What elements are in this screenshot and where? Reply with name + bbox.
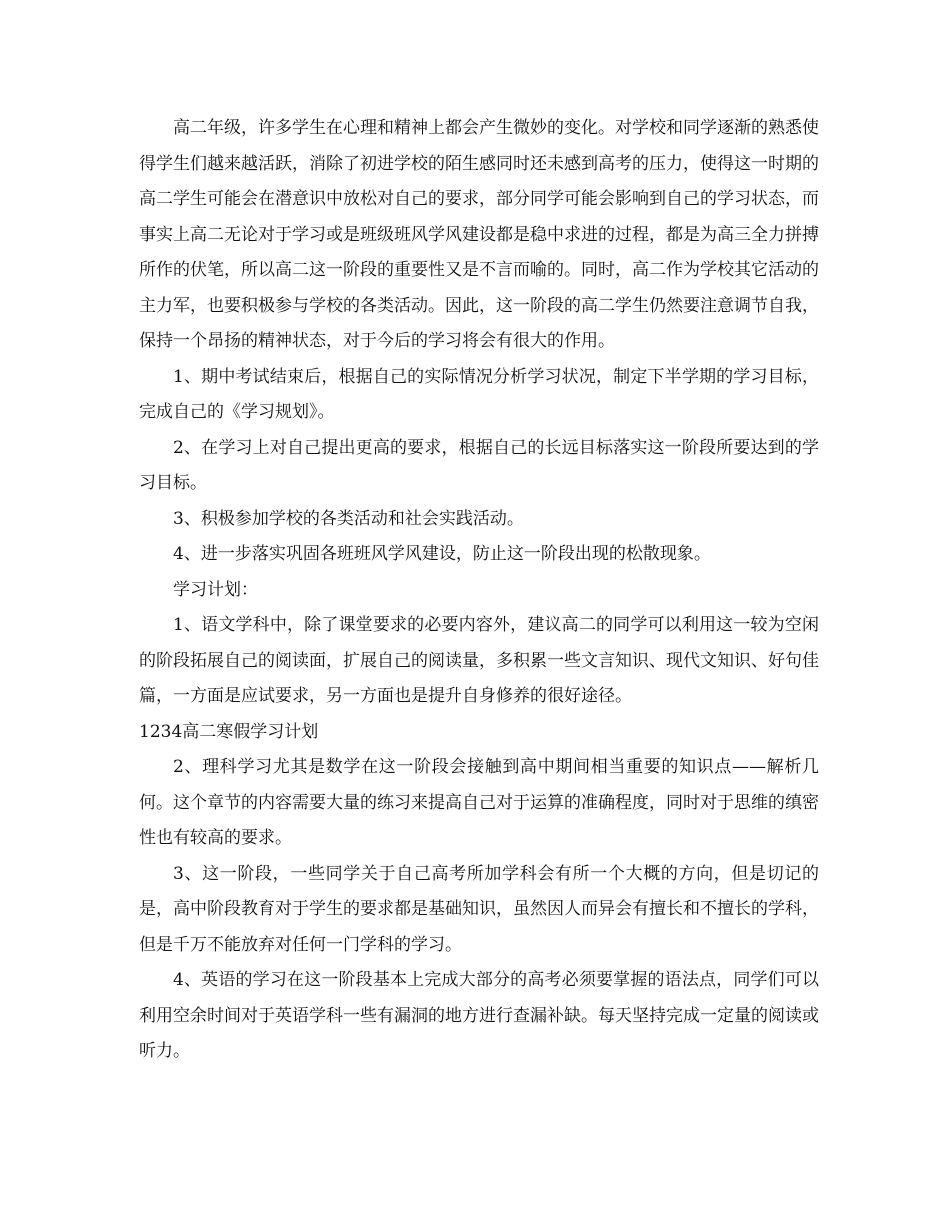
goal-item-2: 2、在学习上对自己提出更高的要求，根据自己的长远目标落实这一阶段所要达到的学习目标。 xyxy=(139,437,819,493)
study-plan-heading: 学习计划： xyxy=(173,579,258,600)
document-body xyxy=(139,111,819,1070)
plan-item-subjects: 3、这一阶段，一些同学关于自己高考所加学科会有所一个大概的方向，但是切记的是，高中阶段教育对于学生的要求都是基础知识，虽然因人而异会有擅长和不擅长的学科，但是千万不能放弃对任何一门学科的学习。 xyxy=(139,863,819,955)
intro-paragraph: 高二年级，许多学生在心理和精神上都会产生微妙的变化。对学校和同学逐渐的熟悉使得学生们越来越活跃，消除了初进学校的陌生感同时还未感到高考的压力，使得这一时期的高二学生可能会在潜意识中放松对自己的要求，部分同学可能会影响到自己的学习状态，而事实上高二无论对于学习或是班级班风学风建设都是稳中求进的过程，都是为高三全力拼搏所作的伏笔，所以高二这一阶段的重要性又是不言而喻的。同时，高二作为学校其它活动的主力军，也要积极参与学校的各类活动。因此，这一阶段的高二学生仍然要注意调节自我，保持一个昂扬的精神状态，对于今后的学习将会有很大的作用。 xyxy=(139,118,819,351)
goal-item-4: 4、进一步落实巩固各班班风学风建设，防止这一阶段出现的松散现象。 xyxy=(173,544,711,564)
goal-item-1: 1、期中考试结束后，根据自己的实际情况分析学习状况，制定下半学期的学习目标，完成自己的《学习规划》。 xyxy=(139,366,819,422)
plan-item-science: 2、理科学习尤其是数学在这一阶段会接触到高中期间相当重要的知识点——解析几何。这个章节的内容需要大量的练习来提高自己对于运算的准确程度，同时对于思维的缜密性也有较高的要求。 xyxy=(139,757,819,848)
goal-item-3: 3、积极参加学校的各类活动和社会实践活动。 xyxy=(173,508,524,529)
section-label: 1234高二寒假学习计划 xyxy=(139,721,319,742)
plan-item-chinese: 1、语文学科中，除了课堂要求的必要内容外，建议高二的同学可以利用这一较为空闲的阶段拓展自己的阅读面，扩展自己的阅读量，多积累一些文言知识、现代文知识、好句佳篇，一方面是应试要求，另一方面也是提升自身修养的很好途径。 xyxy=(139,615,819,706)
plan-item-english: 4、英语的学习在这一阶段基本上完成大部分的高考必须要掌握的语法点，同学们可以利用空余时间对于英语学科一些有漏洞的地方进行查漏补缺。每天坚持完成一定量的阅读或听力。 xyxy=(139,970,819,1061)
